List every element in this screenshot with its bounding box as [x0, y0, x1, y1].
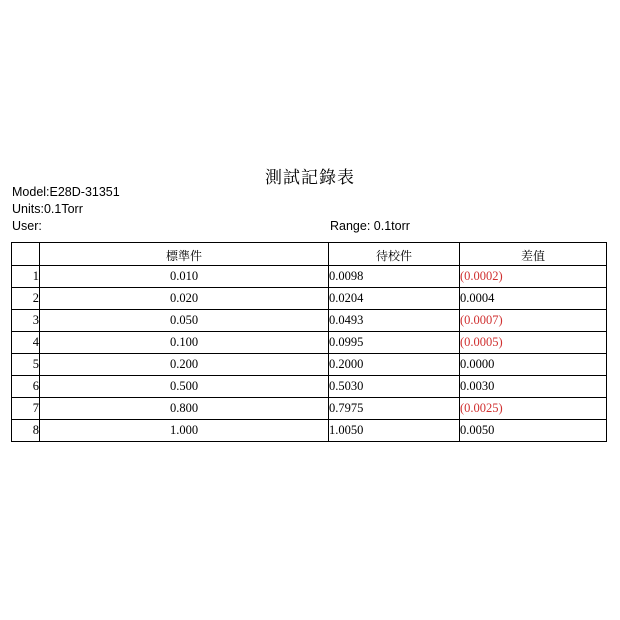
table-row: [12, 266, 607, 288]
row-index-cell: 1: [12, 266, 40, 288]
dut-value-cell: 0.7975: [329, 398, 460, 420]
table-row: [12, 398, 607, 420]
table-header-row: [12, 243, 607, 266]
dut-value-cell: 0.0493: [329, 310, 460, 332]
standard-value-cell: 0.500: [40, 376, 329, 398]
table-row: [12, 354, 607, 376]
standard-value-cell: 0.800: [40, 398, 329, 420]
document-title: 測試記錄表: [265, 168, 355, 188]
difference-value-cell: 0.0000: [460, 354, 607, 376]
standard-value-cell: 0.200: [40, 354, 329, 376]
row-index-cell: 8: [12, 420, 40, 442]
table-body: [12, 266, 607, 442]
table-row: [12, 288, 607, 310]
header-index: [12, 243, 40, 266]
header-dut: 待校件: [329, 243, 460, 266]
row-index-cell: 3: [12, 310, 40, 332]
dut-value-cell: 0.0098: [329, 266, 460, 288]
standard-value-cell: 1.000: [40, 420, 329, 442]
test-record-table: [11, 242, 607, 442]
row-index-cell: 5: [12, 354, 40, 376]
header-difference: 差值: [460, 243, 607, 266]
dut-value-cell: 0.0995: [329, 332, 460, 354]
row-index-cell: 7: [12, 398, 40, 420]
units-label: Units:0.1Torr: [12, 202, 83, 216]
difference-value-cell: 0.0030: [460, 376, 607, 398]
difference-value-cell: 0.0004: [460, 288, 607, 310]
header-standard: 標準件: [40, 243, 329, 266]
standard-value-cell: 0.010: [40, 266, 329, 288]
difference-value-cell: (0.0025): [460, 398, 607, 420]
table-row: [12, 310, 607, 332]
user-label: User:: [12, 219, 42, 233]
difference-value-cell: (0.0005): [460, 332, 607, 354]
dut-value-cell: 0.2000: [329, 354, 460, 376]
difference-value-cell: (0.0002): [460, 266, 607, 288]
dut-value-cell: 0.0204: [329, 288, 460, 310]
table-row: [12, 376, 607, 398]
standard-value-cell: 0.100: [40, 332, 329, 354]
difference-value-cell: 0.0050: [460, 420, 607, 442]
table-row: [12, 420, 607, 442]
standard-value-cell: 0.020: [40, 288, 329, 310]
row-index-cell: 2: [12, 288, 40, 310]
model-label: Model:E28D-31351: [12, 185, 120, 199]
standard-value-cell: 0.050: [40, 310, 329, 332]
dut-value-cell: 1.0050: [329, 420, 460, 442]
range-label: Range: 0.1torr: [330, 219, 410, 233]
dut-value-cell: 0.5030: [329, 376, 460, 398]
difference-value-cell: (0.0007): [460, 310, 607, 332]
table-row: [12, 332, 607, 354]
row-index-cell: 6: [12, 376, 40, 398]
row-index-cell: 4: [12, 332, 40, 354]
